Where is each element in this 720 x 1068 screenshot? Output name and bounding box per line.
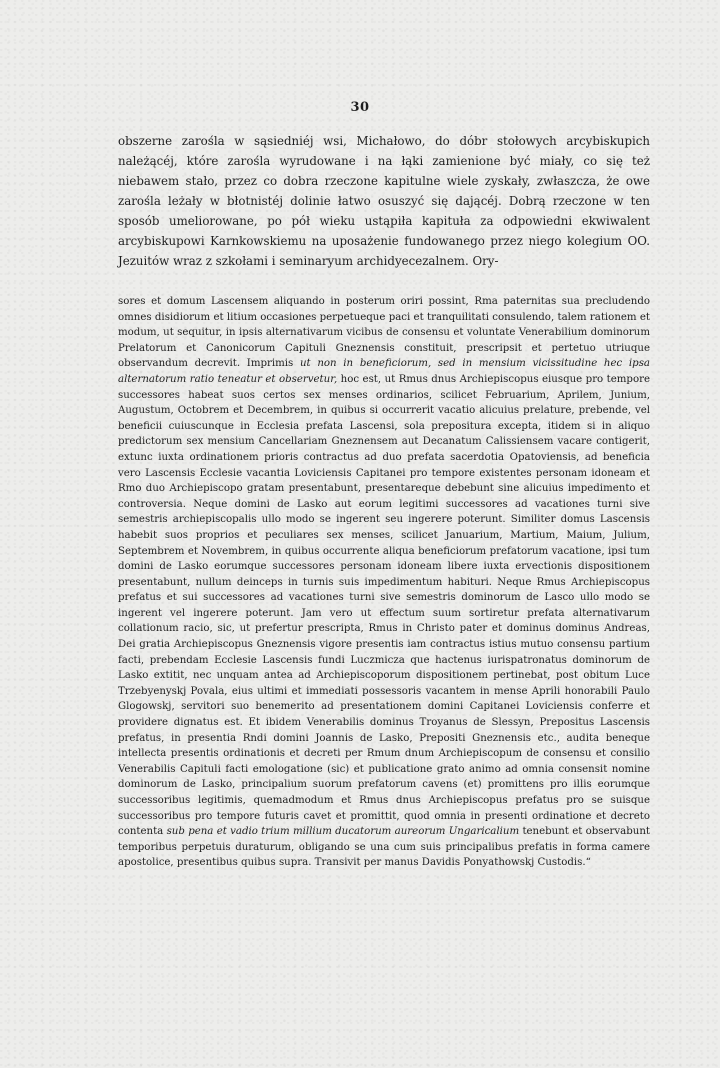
main-paragraph: obszerne zarośla w sąsiedniéj wsi, Michałowo, do dóbr stołowych arcybiskupich należącéj, które zarośla wyrudowane i na łąki zamienione być miały, co się też niebawem stało, przez co dobra rzeczone kapitulne wiele zyskały, zwłaszcza, że owe zarośla leżały w błotnistéj dolinie łatwo osuszyć się dającéj. Dobrą rzeczone w ten sposób umeliorowane, po pół wieku ustąpiła kapituła za odpowiedni ekwiwalent arcybiskupowi Karnkowskiemu na uposażenie fundowanego przez niego kolegium OO. Jezuitów wraz z szkołami i seminaryum archidyecezalnem. Ory- xyxy=(118,134,650,268)
citation-segment-1: sores et domum Lascensem aliquando in posterum oriri possint, Rma paternitas sua precludendo omnes disidiorum et litium occasiones perpetueque paci et tranquilitati consulendo, talem rationem et modum, ut sequitur, in ipsis alternativarum vicibus de consensu et voluntate Venerabilium dominorum Prelatorum et Canonicorum Capituli Gneznensis constituit, prescripsit et pertetuo utriuque observandum decrevit. Imprimis xyxy=(118,296,650,370)
citation-italic-2: sub pena et vadio trium millium ducatorum aureorum Ungaricalium xyxy=(166,826,520,838)
page-number: 30 xyxy=(350,100,370,115)
citation-paragraph xyxy=(118,294,650,871)
citation-italic-1: ut non in beneficiorum, sed in mensium vicissitudine hec ipsa alternatorum ratio teneatur et observetur, xyxy=(118,358,650,385)
main-text-block xyxy=(118,131,650,271)
citation-segment-3: tenebunt et observabunt temporibus perpetuis duraturum, obligando se una cum suis principalibus prefatis in forma camere apostolice, presentibus quibus supra. Transivit per manus Davidis Ponyathowskj Custodis.“ xyxy=(118,826,650,869)
latin-citation-block xyxy=(118,294,650,871)
citation-segment-2: hoc est, ut Rmus dnus Archiepiscopus eiusque pro tempore successores habeat suos certos sex menses ordinarios, scilicet Februarium, Aprilem, Junium, Augustum, Octobrem et Decembrem, in quibus si occurrerit vacatio alicuius prelature, prebende, vel beneficii cuiuscunque in Ecclesia prefata Lascensi, sola prepositura excepta, itidem si in aliquo predictorum sex mensium Cancellariam Gneznensem aut Decanatum Calissiensem vacare contigerit, extunc iuxta ordinationem prioris contractus ad duo prefata sacerdotia Opatoviensis, ad beneficia vero Lascensis Ecclesie vacantia Loviciensis Capitanei pro tempore existentes personam idoneam et Rmo duo Archiepiscopo gratam presentabunt, presentareque debebunt sine alicuius impedimento et controversia. Neque domini de Lasko aut eorum legitimi successores ad vacationes turni sive semestris archiepiscopalis ullo modo se ingerent seu ingerere poterunt. Similiter domus Lascensis habebit suos proprios et peculiares sex menses, scilicet Januarium, Martium, Maium, Julium, Septembrem et Novembrem, in quibus occurrente aliqua beneficiorum prefatorum vacatione, ipsi tum domini de Lasko eorumque successores personam idoneam libere iuxta ervectionis dispositionem presentabunt, nullum deinceps in turnis suis impedimentum habituri. Neque Rmus Archiepiscopus prefatus et sui successores ad vacationes turni sive semestris dominorum de Lasco ullo modo se ingerent vel ingerere poterunt. Jam vero ut effectum suum sortiretur prefata alternativarum collationum racio, sic, ut prefertur prescripta, Rmus in Christo pater et dominus dominus Andreas, Dei gratia Archiepiscopus Gneznensis vigore presentis iam contractus istius mutuo consensu partium facti, prebendam Ecclesie Lascensis fundi Luczmicza que hactenus iurispatronatus dominorum de Lasko extitit, nec unquam antea ad Archiepiscoporum dispositionem pertinebat, post obitum Luce Trzebyenyskj Povala, eius ultimi et immediati possessoris vacantem in mense Aprili honorabili Paulo Glogowskj, servitori suo benemerito ad presentationem domini Capitanei Loviciensis conferre et providere dignatus est. Et ibidem Venerabilis dominus Troyanus de Slessyn, Prepositus Lascensis prefatus, in presentia Rndi domini Joannis de Lasko, Prepositi Gneznensis etc., audita beneque intellecta presentis ordinationis et decreti per Rmum dnum Archiepiscopum de consensu et consilio Venerabilis Capituli facti emologatione (sic) et publicatione grato animo ad omnia consensit nomine dominorum de Lasko, principalium suorum prefatorum cavens (et) promittens pro illis eorumque successoribus legitimis, quemadmodum et Rmus dnus Archiepiscopus prefatus pro se suisque successoribus pro tempore futuris cavet et promittit, quod omnia in presenti ordinatione et decreto contenta xyxy=(118,373,650,838)
